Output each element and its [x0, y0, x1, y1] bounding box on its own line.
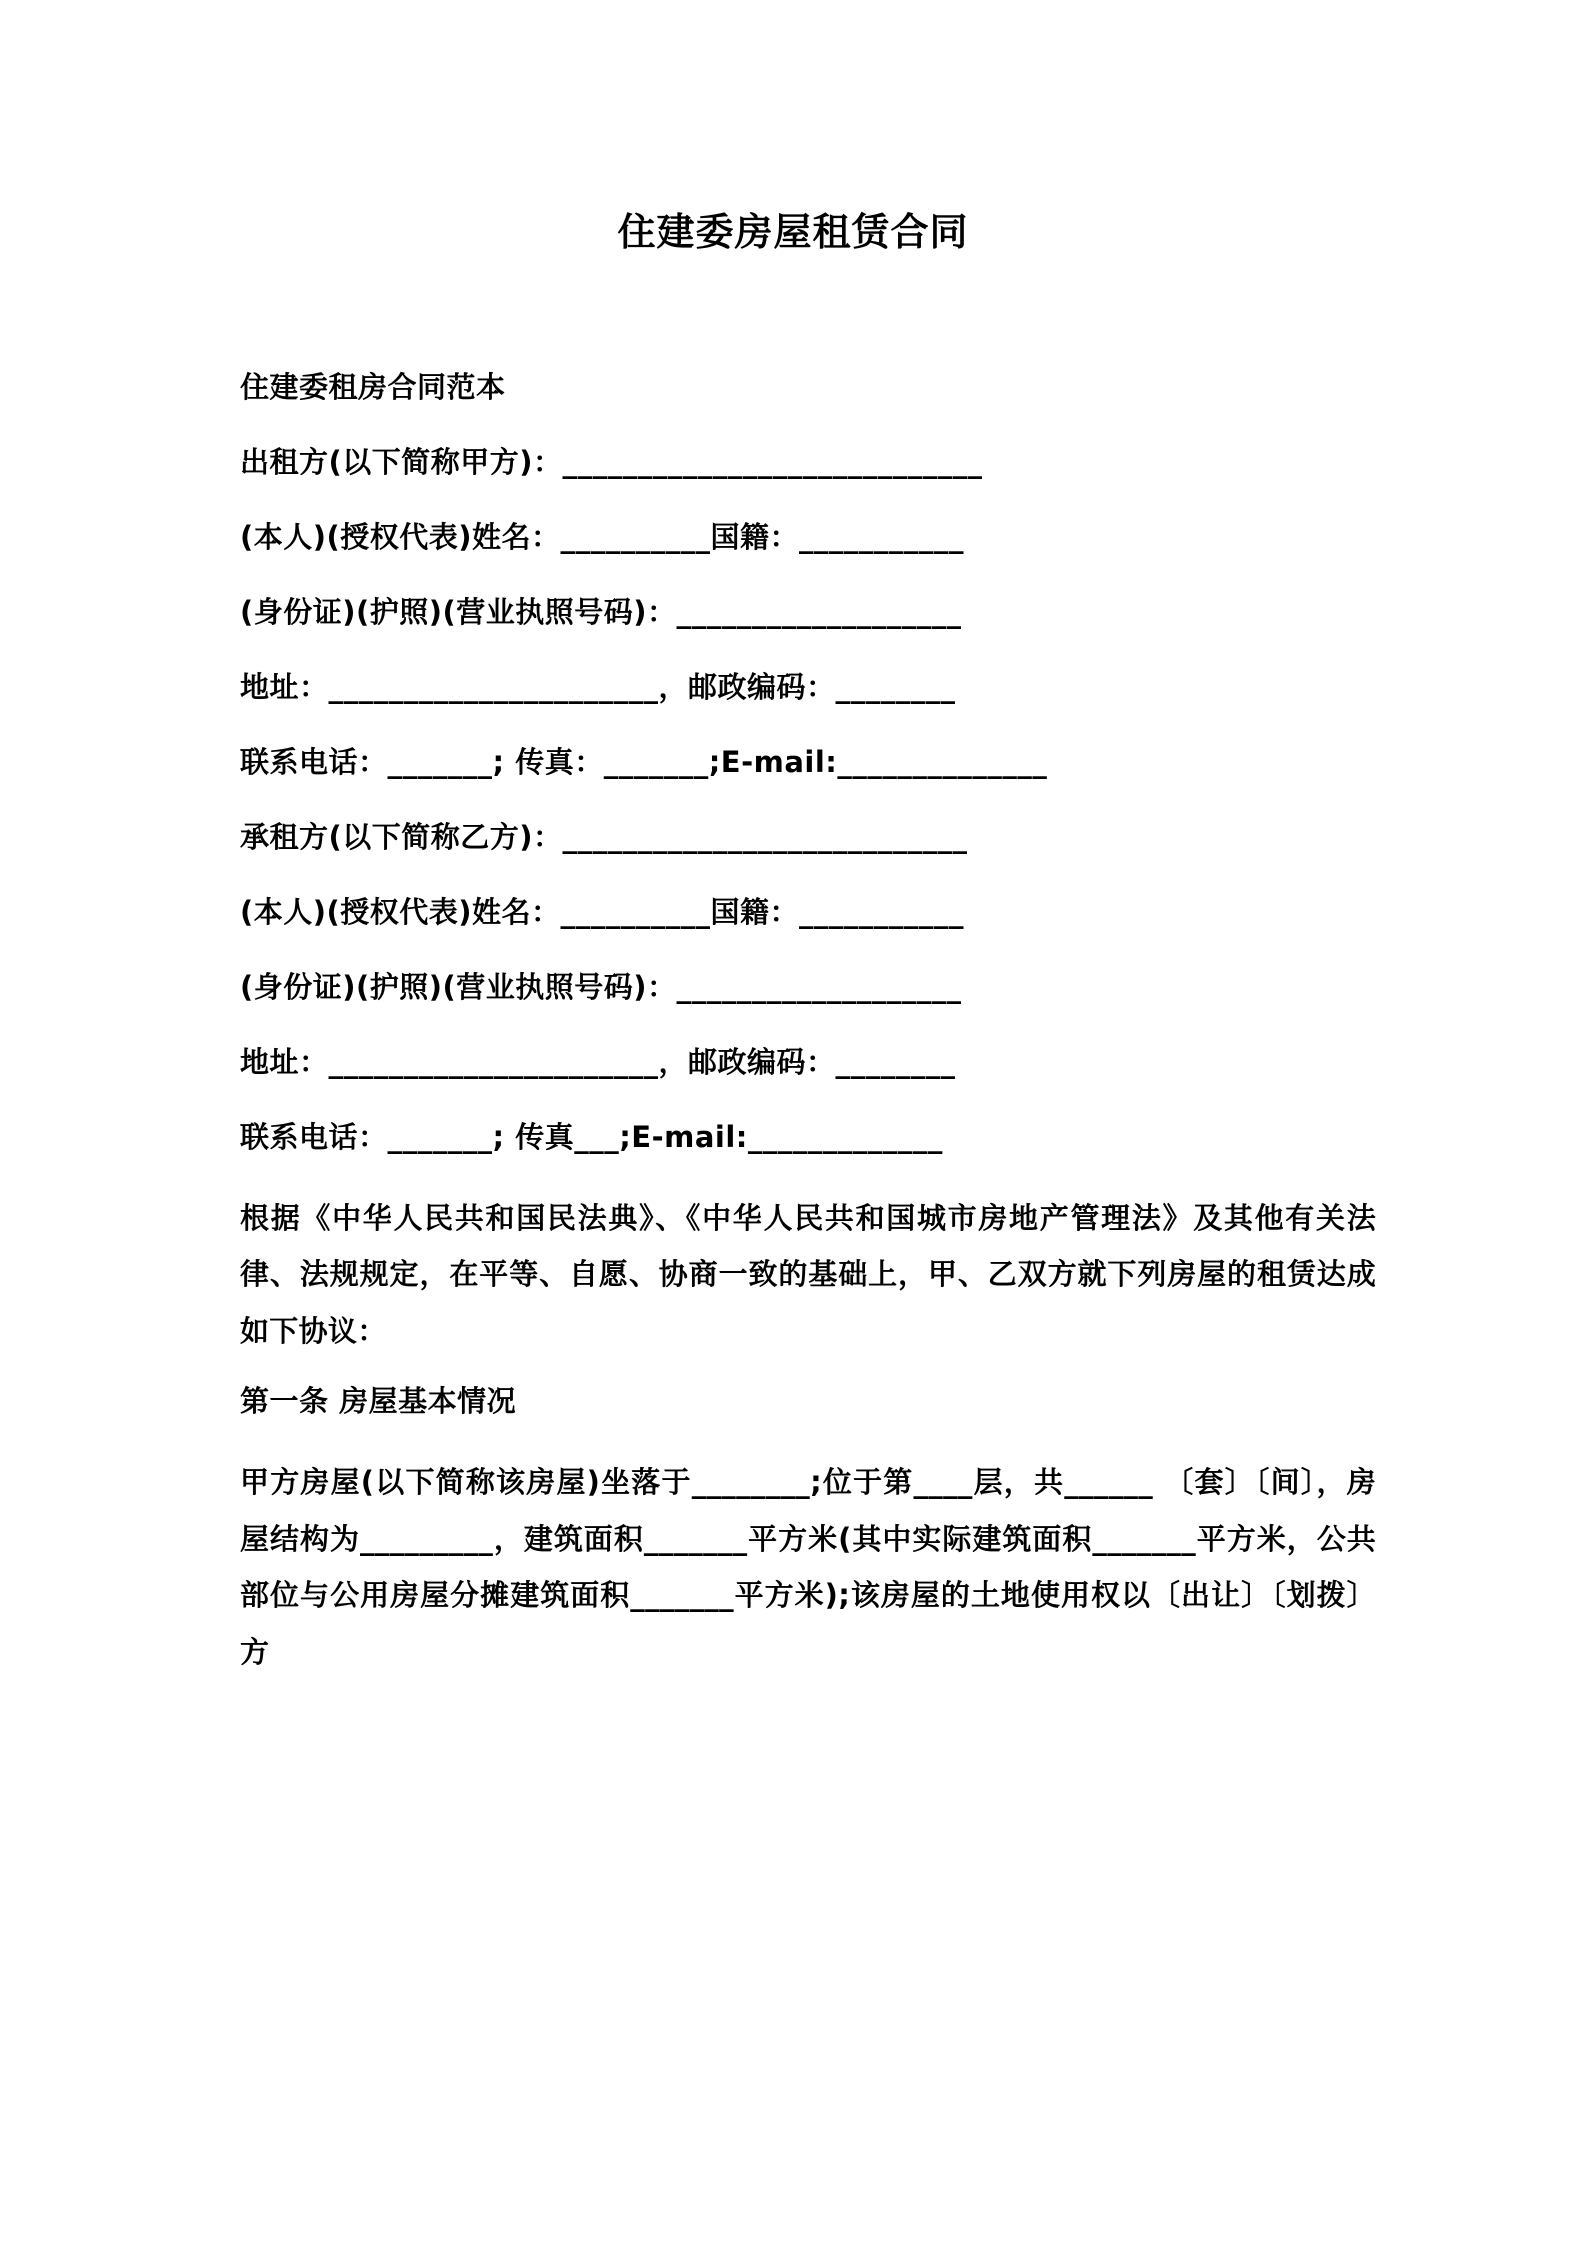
field-lessor-contact: 联系电话：_______; 传真：_______;E-mail:______________ — [240, 745, 1048, 780]
field-lessee-address: 地址：______________________，邮政编码：________ — [240, 1044, 956, 1079]
field-lessee: 承租方(以下简称乙方)：___________________________ — [240, 820, 968, 855]
spacer — [240, 1359, 1376, 1365]
document-subtitle: 住建委租房合同范本 — [240, 370, 506, 405]
field-lessor-address: 地址：______________________，邮政编码：________ — [240, 670, 956, 705]
field-lessor: 出租方(以下简称甲方)：____________________________ — [240, 445, 983, 480]
page-title: 住建委房屋租赁合同 — [617, 210, 969, 254]
preamble-paragraph: 根据《中华人民共和国民法典》、《中华人民共和国城市房地产管理法》及其他有关法律、法规规定，在平等、自愿、协商一致的基础上，甲、乙双方就下列房屋的租赁达成如下协议： — [240, 1200, 1376, 1348]
document-body — [0, 257, 1586, 1680]
field-lessor-name-nationality: (本人)(授权代表)姓名：__________国籍：___________ — [240, 520, 965, 555]
field-lessee-contact: 联系电话：_______; 传真___;E-mail:_____________ — [240, 1119, 943, 1154]
section-1-paragraph: 甲方房屋(以下简称该房屋)坐落于________;位于第____层，共______ 〔套〕〔间〕，房屋结构为_________，建筑面积_______平方米(其中实际建筑面积_______平方米，公共部位与公用房屋分摊建筑面积_______平方米);该房屋的土地使用权以〔出让〕〔划拨〕方 — [240, 1465, 1376, 1669]
section-1-heading: 第一条 房屋基本情况 — [240, 1384, 517, 1419]
field-lessee-id: (身份证)(护照)(营业执照号码)：___________________ — [240, 969, 962, 1004]
field-lessor-id: (身份证)(护照)(营业执照号码)：___________________ — [240, 595, 962, 630]
field-lessee-name-nationality: (本人)(授权代表)姓名：__________国籍：___________ — [240, 894, 965, 929]
